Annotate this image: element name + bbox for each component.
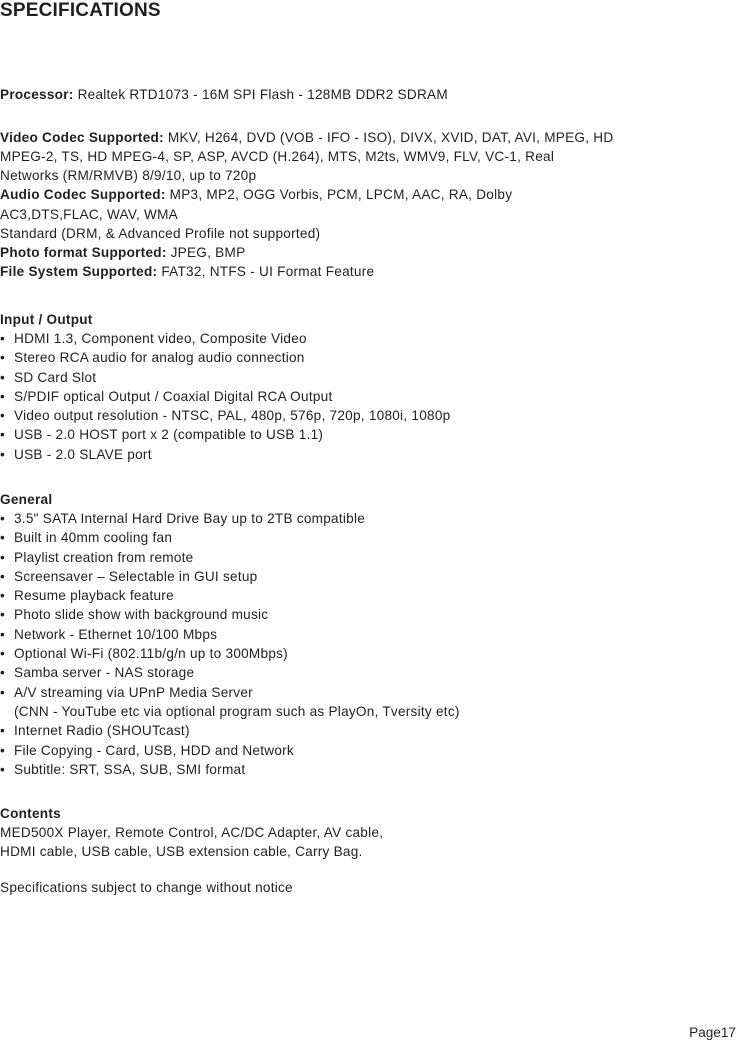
contents-line-2: HDMI cable, USB cable, USB extension cable, Carry Bag. (0, 844, 363, 859)
list-item: • 3.5" SATA Internal Hard Drive Bay up to 2TB compatible (0, 509, 460, 528)
contents-heading: Contents (0, 806, 61, 821)
bullet-icon: • (0, 684, 6, 700)
page-title: SPECIFICATIONS (0, 0, 161, 21)
list-item: • File Copying - Card, USB, HDD and Network (0, 741, 460, 760)
audio-codec-line-1 (0, 185, 512, 204)
bullet-icon: • (0, 665, 6, 681)
input-output-list (0, 329, 450, 464)
page-number: Page17 (689, 1025, 736, 1040)
processor-line (0, 85, 448, 104)
list-item: • Stereo RCA audio for analog audio connection (0, 348, 450, 367)
general-heading: General (0, 492, 53, 507)
photo-format-line (0, 243, 245, 262)
bullet-icon: • (0, 742, 6, 758)
change-notice: Specifications subject to change without notice (0, 880, 293, 895)
bullet-icon: • (0, 626, 6, 642)
video-codec-line-3: Networks (RM/RMVB) 8/9/10, up to 720p (0, 168, 257, 183)
bullet-icon: • (0, 530, 6, 546)
file-system-value: FAT32, NTFS - UI Format Feature (161, 264, 375, 279)
photo-format-label: Photo format Supported: (0, 245, 167, 260)
audio-codec-label: Audio Codec Supported: (0, 187, 166, 202)
list-item-continuation: (CNN - YouTube etc via optional program such as PlayOn, Tversity etc) (14, 703, 460, 719)
list-item: • Resume playback feature (0, 586, 460, 605)
general-list (0, 509, 460, 779)
bullet-icon: • (0, 427, 6, 443)
bullet-icon: • (0, 568, 6, 584)
list-item: • HDMI 1.3, Component video, Composite Video (0, 329, 450, 348)
bullet-icon: • (0, 446, 6, 462)
bullet-icon: • (0, 388, 6, 404)
bullet-icon: • (0, 607, 6, 623)
list-item: • Photo slide show with background music (0, 605, 460, 624)
file-system-line (0, 262, 374, 281)
bullet-icon: • (0, 331, 6, 346)
video-codec-line-2: MPEG-2, TS, HD MPEG-4, SP, ASP, AVCD (H.264), MTS, M2ts, WMV9, FLV, VC-1, Real (0, 149, 555, 164)
list-item: • Subtitle: SRT, SSA, SUB, SMI format (0, 760, 460, 779)
bullet-icon: • (0, 646, 6, 662)
audio-codec-value-1: MP3, MP2, OGG Vorbis, PCM, LPCM, AAC, RA, Dolby (169, 187, 513, 202)
video-codec-label: Video Codec Supported: (0, 130, 164, 145)
bullet-icon: • (0, 588, 6, 604)
bullet-icon: • (0, 761, 6, 777)
processor-value: Realtek RTD1073 - 16M SPI Flash - 128MB DDR2 SDRAM (77, 87, 448, 102)
list-item: • Network - Ethernet 10/100 Mbps (0, 625, 460, 644)
bullet-icon: • (0, 549, 6, 565)
bullet-icon: • (0, 350, 6, 366)
list-item: • USB - 2.0 SLAVE port (0, 445, 450, 464)
list-item: • A/V streaming via UPnP Media Server (0, 683, 460, 702)
bullet-icon: • (0, 408, 6, 424)
list-item: • SD Card Slot (0, 368, 450, 387)
photo-format-value: JPEG, BMP (170, 245, 246, 260)
audio-codec-line-3: Standard (DRM, & Advanced Profile not supported) (0, 226, 321, 241)
file-system-label: File System Supported: (0, 264, 158, 279)
list-item: • Samba server - NAS storage (0, 663, 460, 682)
audio-codec-line-2: AC3,DTS,FLAC, WAV, WMA (0, 207, 178, 222)
bullet-icon: • (0, 511, 6, 526)
list-item: • Internet Radio (SHOUTcast) (0, 721, 460, 740)
list-item: • Video output resolution - NTSC, PAL, 480p, 576p, 720p, 1080i, 1080p (0, 406, 450, 425)
list-item: • Built in 40mm cooling fan (0, 528, 460, 547)
bullet-icon: • (0, 369, 6, 385)
list-item: • Optional Wi-Fi (802.11b/g/n up to 300Mbps) (0, 644, 460, 663)
list-item: • S/PDIF optical Output / Coaxial Digital RCA Output (0, 387, 450, 406)
list-item: • USB - 2.0 HOST port x 2 (compatible to USB 1.1) (0, 425, 450, 444)
bullet-icon: • (0, 723, 6, 739)
list-item: • Screensaver – Selectable in GUI setup (0, 567, 460, 586)
video-codec-value-1: MKV, H264, DVD (VOB - IFO - ISO), DIVX, XVID, DAT, AVI, MPEG, HD (167, 130, 614, 145)
contents-line-1: MED500X Player, Remote Control, AC/DC Adapter, AV cable, (0, 825, 384, 840)
processor-label: Processor: (0, 87, 74, 102)
input-output-heading: Input / Output (0, 312, 93, 327)
video-codec-line-1 (0, 128, 613, 147)
list-item: • Playlist creation from remote (0, 548, 460, 567)
